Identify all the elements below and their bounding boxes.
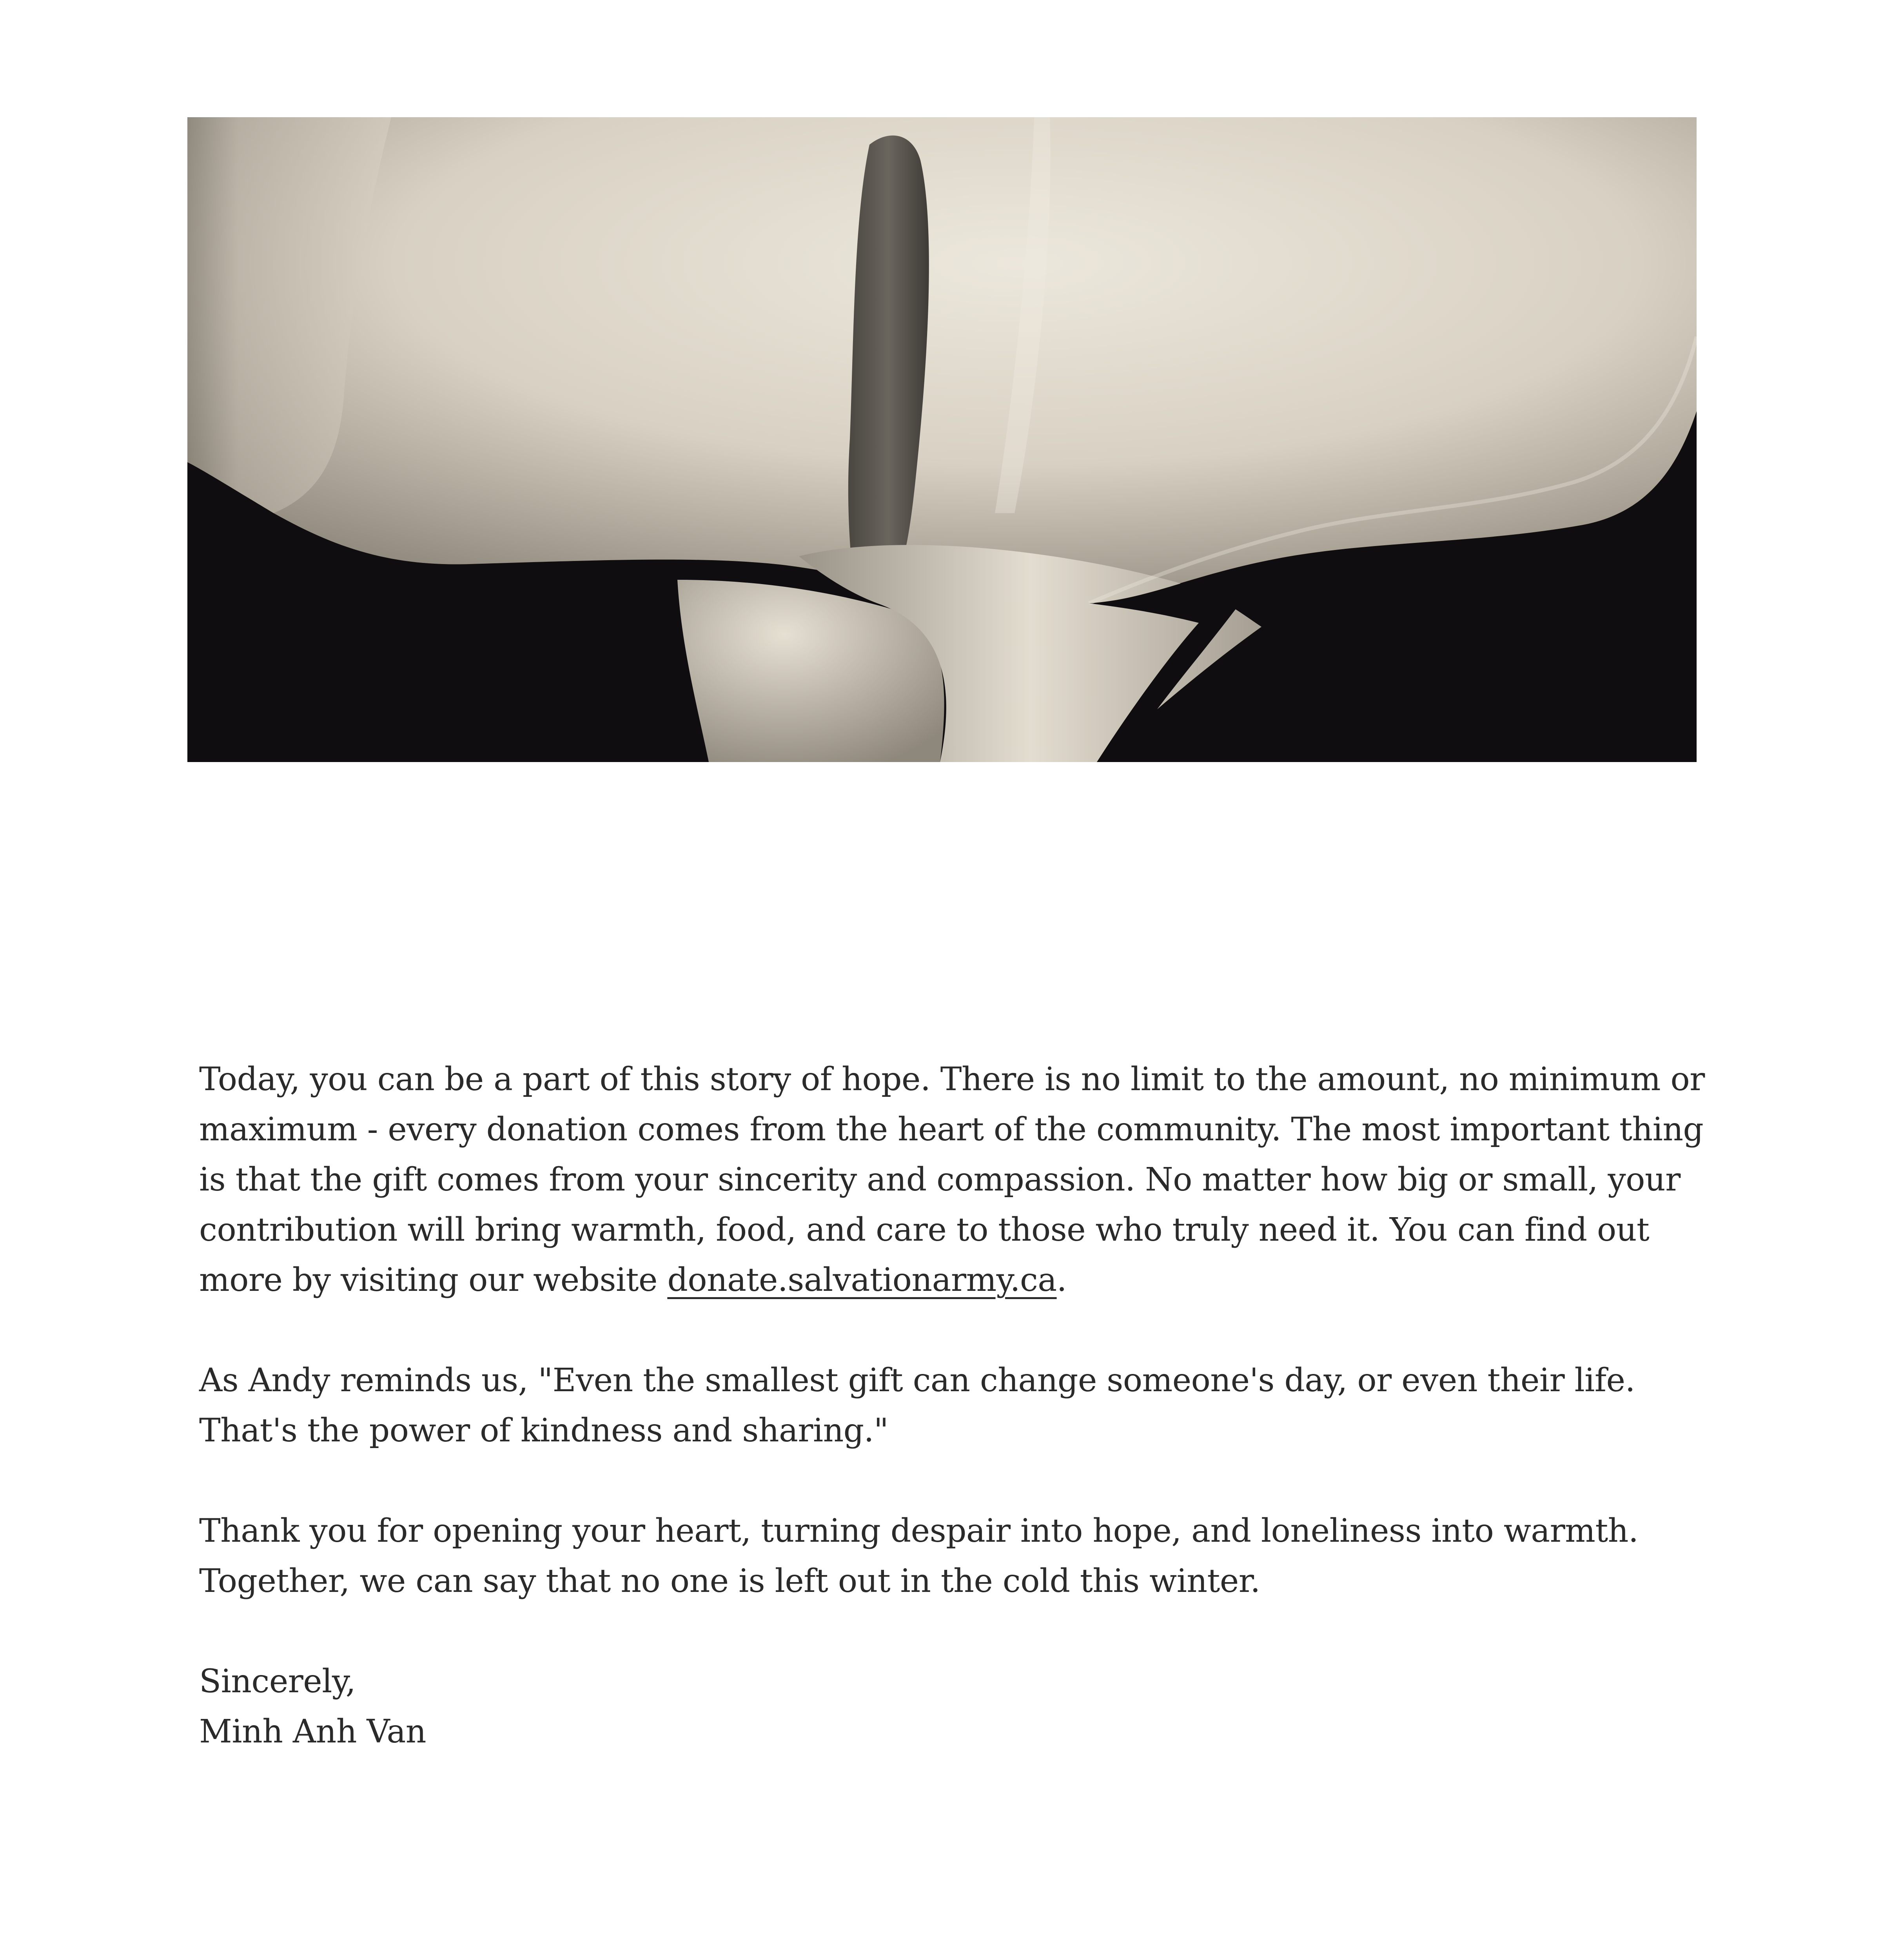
calla-lily-photo	[187, 117, 1697, 762]
paragraph-donation-text: Today, you can be a part of this story of hope. There is no limit to the amount, no minimum or maximum - every donation comes from the heart of the community. The most important thing is that the gift comes from your sincerity and compassion. No matter how big or small, your contribution will bring warmth, food, and care to those who truly need it. You can find out more by visiting our website	[199, 1061, 1705, 1299]
calla-lily-illustration	[187, 117, 1697, 762]
paragraph-donation	[199, 1054, 1720, 1305]
letter-body	[199, 1054, 1720, 1757]
website-link[interactable]: donate.salvationarmy.ca	[667, 1261, 1057, 1299]
paragraph-quote: As Andy reminds us, "Even the smallest gift can change someone's day, or even their life. That's the power of kindness and sharing."	[199, 1362, 1635, 1449]
paragraph-donation-end: .	[1056, 1261, 1067, 1299]
paragraph-thanks: Thank you for opening your heart, turning despair into hope, and loneliness into warmth. Together, we can say that no one is left out in the cold this winter.	[199, 1512, 1639, 1600]
signature-name: Minh Anh Van	[199, 1713, 426, 1750]
closing-block	[199, 1657, 1720, 1757]
closing-salutation: Sincerely,	[199, 1663, 356, 1700]
